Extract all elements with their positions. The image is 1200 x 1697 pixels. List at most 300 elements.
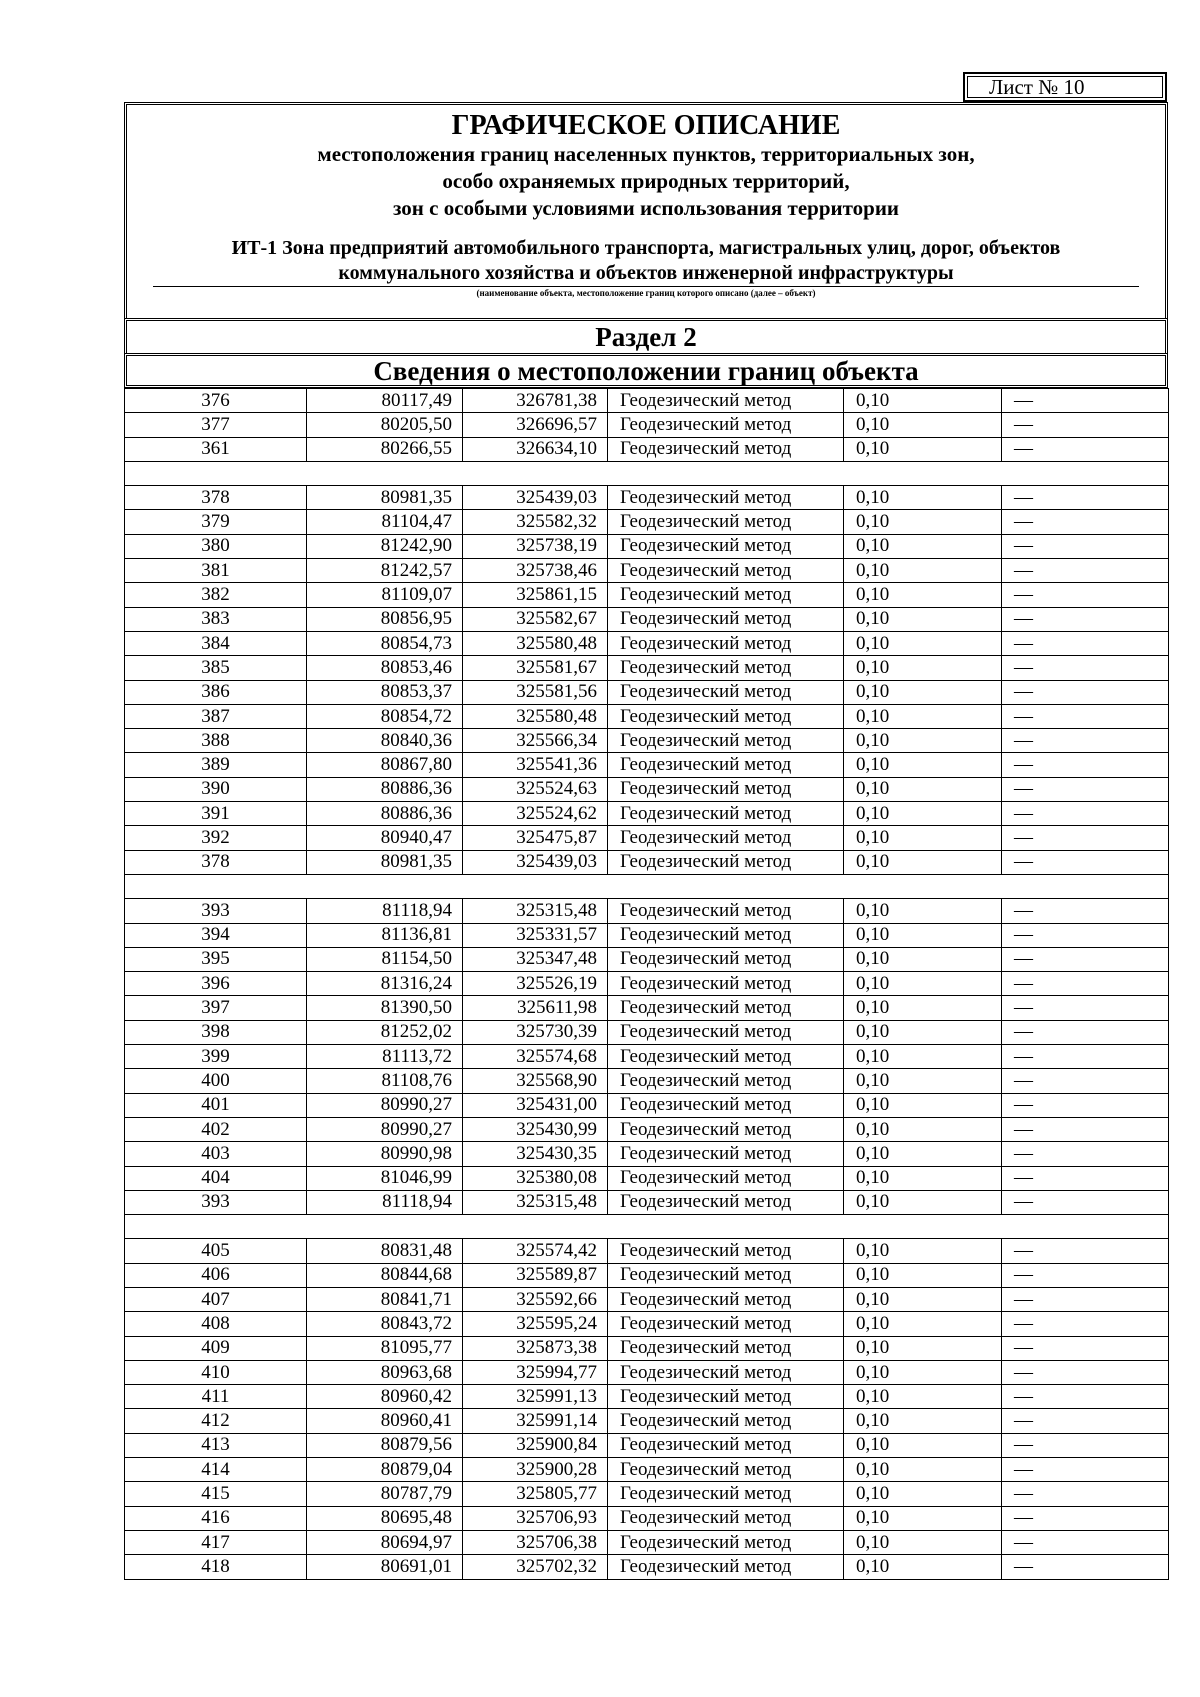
point-number-cell: 382 <box>125 583 307 607</box>
table-row <box>125 1093 1169 1117</box>
method-cell: Геодезический метод <box>608 729 844 753</box>
accuracy-cell: 0,10 <box>844 753 1002 777</box>
description-cell: — <box>1002 1458 1169 1482</box>
accuracy-cell: 0,10 <box>844 1530 1002 1554</box>
method-cell: Геодезический метод <box>608 631 844 655</box>
table-row <box>125 1360 1169 1384</box>
y-coordinate-cell: 325873,38 <box>463 1336 608 1360</box>
point-number-cell: 402 <box>125 1117 307 1141</box>
accuracy-cell: 0,10 <box>844 1020 1002 1044</box>
y-coordinate-cell: 325574,68 <box>463 1045 608 1069</box>
description-cell: — <box>1002 583 1169 607</box>
method-cell: Геодезический метод <box>608 510 844 534</box>
accuracy-cell: 0,10 <box>844 1166 1002 1190</box>
accuracy-cell: 0,10 <box>844 437 1002 461</box>
table-row <box>125 559 1169 583</box>
table-row <box>125 704 1169 728</box>
x-coordinate-cell: 80853,46 <box>307 656 463 680</box>
x-coordinate-cell: 81113,72 <box>307 1045 463 1069</box>
accuracy-cell: 0,10 <box>844 1312 1002 1336</box>
description-cell: — <box>1002 1093 1169 1117</box>
x-coordinate-cell: 80205,50 <box>307 413 463 437</box>
point-number-cell: 418 <box>125 1555 307 1579</box>
table-row <box>125 680 1169 704</box>
point-number-cell: 394 <box>125 923 307 947</box>
table-row <box>125 1166 1169 1190</box>
point-number-cell: 387 <box>125 704 307 728</box>
y-coordinate-cell: 325738,46 <box>463 559 608 583</box>
description-cell: — <box>1002 826 1169 850</box>
x-coordinate-cell: 81154,50 <box>307 947 463 971</box>
table-row <box>125 1458 1169 1482</box>
description-cell: — <box>1002 1287 1169 1311</box>
accuracy-cell: 0,10 <box>844 1239 1002 1263</box>
point-number-cell: 378 <box>125 486 307 510</box>
table-row <box>125 1069 1169 1093</box>
y-coordinate-cell: 325574,42 <box>463 1239 608 1263</box>
method-cell: Геодезический метод <box>608 1360 844 1384</box>
description-cell: — <box>1002 1336 1169 1360</box>
object-caption: (наименование объекта, местоположение границ которого описано (далее – объект) <box>476 288 816 298</box>
method-cell: Геодезический метод <box>608 437 844 461</box>
accuracy-cell: 0,10 <box>844 486 1002 510</box>
description-cell: — <box>1002 1190 1169 1214</box>
x-coordinate-cell: 80695,48 <box>307 1506 463 1530</box>
object-name-line-1: ИТ-1 Зона предприятий автомобильного транспорта, магистральных улиц, дорог, объектов <box>231 237 1061 259</box>
description-cell: — <box>1002 972 1169 996</box>
table-row <box>125 1020 1169 1044</box>
y-coordinate-cell: 325582,67 <box>463 607 608 631</box>
x-coordinate-cell: 81046,99 <box>307 1166 463 1190</box>
method-cell: Геодезический метод <box>608 656 844 680</box>
table-row <box>125 607 1169 631</box>
x-coordinate-cell: 81252,02 <box>307 1020 463 1044</box>
method-cell: Геодезический метод <box>608 1166 844 1190</box>
accuracy-cell: 0,10 <box>844 680 1002 704</box>
y-coordinate-cell: 325861,15 <box>463 583 608 607</box>
table-row <box>125 1555 1169 1579</box>
x-coordinate-cell: 80867,80 <box>307 753 463 777</box>
x-coordinate-cell: 81242,57 <box>307 559 463 583</box>
sheet-number-label: Лист № 10 <box>963 72 1167 102</box>
x-coordinate-cell: 80886,36 <box>307 777 463 801</box>
point-number-cell: 377 <box>125 413 307 437</box>
description-cell: — <box>1002 1142 1169 1166</box>
table-row <box>125 753 1169 777</box>
section-title: Раздел 2 <box>124 318 1168 353</box>
point-number-cell: 411 <box>125 1385 307 1409</box>
x-coordinate-cell: 80990,27 <box>307 1093 463 1117</box>
x-coordinate-cell: 81118,94 <box>307 1190 463 1214</box>
table-row <box>125 389 1169 413</box>
x-coordinate-cell: 80841,71 <box>307 1287 463 1311</box>
accuracy-cell: 0,10 <box>844 1190 1002 1214</box>
x-coordinate-cell: 80981,35 <box>307 486 463 510</box>
method-cell: Геодезический метод <box>608 704 844 728</box>
table-row <box>125 777 1169 801</box>
y-coordinate-cell: 325524,63 <box>463 777 608 801</box>
point-number-cell: 410 <box>125 1360 307 1384</box>
table-row <box>125 413 1169 437</box>
y-coordinate-cell: 326634,10 <box>463 437 608 461</box>
x-coordinate-cell: 80990,27 <box>307 1117 463 1141</box>
separator-row <box>125 874 1169 898</box>
table-row <box>125 510 1169 534</box>
y-coordinate-cell: 325526,19 <box>463 972 608 996</box>
accuracy-cell: 0,10 <box>844 583 1002 607</box>
x-coordinate-cell: 80990,98 <box>307 1142 463 1166</box>
x-coordinate-cell: 81109,07 <box>307 583 463 607</box>
document-header <box>124 102 1168 318</box>
method-cell: Геодезический метод <box>608 899 844 923</box>
point-number-cell: 397 <box>125 996 307 1020</box>
point-number-cell: 403 <box>125 1142 307 1166</box>
description-cell: — <box>1002 704 1169 728</box>
point-number-cell: 401 <box>125 1093 307 1117</box>
method-cell: Геодезический метод <box>608 1287 844 1311</box>
description-cell: — <box>1002 607 1169 631</box>
point-number-cell: 395 <box>125 947 307 971</box>
description-cell: — <box>1002 1385 1169 1409</box>
description-cell: — <box>1002 729 1169 753</box>
point-number-cell: 409 <box>125 1336 307 1360</box>
section-subtitle: Сведения о местоположении границ объекта <box>124 353 1168 388</box>
y-coordinate-cell: 325315,48 <box>463 1190 608 1214</box>
table-row <box>125 1409 1169 1433</box>
y-coordinate-cell: 325706,38 <box>463 1530 608 1554</box>
accuracy-cell: 0,10 <box>844 1482 1002 1506</box>
point-number-cell: 384 <box>125 631 307 655</box>
accuracy-cell: 0,10 <box>844 631 1002 655</box>
point-number-cell: 391 <box>125 802 307 826</box>
accuracy-cell: 0,10 <box>844 1385 1002 1409</box>
point-number-cell: 398 <box>125 1020 307 1044</box>
table-row <box>125 534 1169 558</box>
y-coordinate-cell: 325315,48 <box>463 899 608 923</box>
method-cell: Геодезический метод <box>608 1069 844 1093</box>
subtitle-line-3: зон с особыми условиями использования территории <box>392 196 900 220</box>
point-number-cell: 407 <box>125 1287 307 1311</box>
point-number-cell: 393 <box>125 899 307 923</box>
subtitle-line-2: особо охраняемых природных территорий, <box>442 169 850 193</box>
accuracy-cell: 0,10 <box>844 729 1002 753</box>
x-coordinate-cell: 80843,72 <box>307 1312 463 1336</box>
x-coordinate-cell: 80960,41 <box>307 1409 463 1433</box>
method-cell: Геодезический метод <box>608 1336 844 1360</box>
table-row <box>125 923 1169 947</box>
accuracy-cell: 0,10 <box>844 1360 1002 1384</box>
description-cell: — <box>1002 1360 1169 1384</box>
y-coordinate-cell: 325581,67 <box>463 656 608 680</box>
point-number-cell: 361 <box>125 437 307 461</box>
method-cell: Геодезический метод <box>608 534 844 558</box>
x-coordinate-cell: 80960,42 <box>307 1385 463 1409</box>
description-cell: — <box>1002 996 1169 1020</box>
accuracy-cell: 0,10 <box>844 826 1002 850</box>
separator-cell <box>125 461 1169 485</box>
x-coordinate-cell: 80840,36 <box>307 729 463 753</box>
method-cell: Геодезический метод <box>608 1020 844 1044</box>
description-cell: — <box>1002 1482 1169 1506</box>
description-cell: — <box>1002 777 1169 801</box>
table-row <box>125 1190 1169 1214</box>
method-cell: Геодезический метод <box>608 972 844 996</box>
description-cell: — <box>1002 802 1169 826</box>
method-cell: Геодезический метод <box>608 1506 844 1530</box>
point-number-cell: 386 <box>125 680 307 704</box>
y-coordinate-cell: 325991,13 <box>463 1385 608 1409</box>
x-coordinate-cell: 80831,48 <box>307 1239 463 1263</box>
coordinates-table <box>124 388 1169 1580</box>
accuracy-cell: 0,10 <box>844 1117 1002 1141</box>
method-cell: Геодезический метод <box>608 1142 844 1166</box>
point-number-cell: 378 <box>125 850 307 874</box>
table-row <box>125 729 1169 753</box>
x-coordinate-cell: 81390,50 <box>307 996 463 1020</box>
method-cell: Геодезический метод <box>608 996 844 1020</box>
y-coordinate-cell: 325475,87 <box>463 826 608 850</box>
method-cell: Геодезический метод <box>608 753 844 777</box>
table-row <box>125 996 1169 1020</box>
point-number-cell: 413 <box>125 1433 307 1457</box>
x-coordinate-cell: 80854,72 <box>307 704 463 728</box>
description-cell: — <box>1002 510 1169 534</box>
table-row <box>125 947 1169 971</box>
x-coordinate-cell: 80963,68 <box>307 1360 463 1384</box>
table-row <box>125 1263 1169 1287</box>
method-cell: Геодезический метод <box>608 1433 844 1457</box>
description-cell: — <box>1002 1409 1169 1433</box>
accuracy-cell: 0,10 <box>844 1287 1002 1311</box>
accuracy-cell: 0,10 <box>844 1506 1002 1530</box>
accuracy-cell: 0,10 <box>844 1555 1002 1579</box>
y-coordinate-cell: 325430,99 <box>463 1117 608 1141</box>
accuracy-cell: 0,10 <box>844 1045 1002 1069</box>
accuracy-cell: 0,10 <box>844 1409 1002 1433</box>
separator-cell <box>125 874 1169 898</box>
accuracy-cell: 0,10 <box>844 656 1002 680</box>
y-coordinate-cell: 325380,08 <box>463 1166 608 1190</box>
point-number-cell: 400 <box>125 1069 307 1093</box>
description-cell: — <box>1002 1506 1169 1530</box>
description-cell: — <box>1002 1555 1169 1579</box>
description-cell: — <box>1002 1433 1169 1457</box>
table-row <box>125 850 1169 874</box>
y-coordinate-cell: 325431,00 <box>463 1093 608 1117</box>
accuracy-cell: 0,10 <box>844 1336 1002 1360</box>
point-number-cell: 385 <box>125 656 307 680</box>
separator-row <box>125 461 1169 485</box>
method-cell: Геодезический метод <box>608 1117 844 1141</box>
x-coordinate-cell: 80886,36 <box>307 802 463 826</box>
accuracy-cell: 0,10 <box>844 413 1002 437</box>
table-row <box>125 1045 1169 1069</box>
method-cell: Геодезический метод <box>608 1530 844 1554</box>
x-coordinate-cell: 80853,37 <box>307 680 463 704</box>
accuracy-cell: 0,10 <box>844 1458 1002 1482</box>
method-cell: Геодезический метод <box>608 413 844 437</box>
table-row <box>125 631 1169 655</box>
accuracy-cell: 0,10 <box>844 510 1002 534</box>
object-name-line-2: коммунального хозяйства и объектов инженерной инфраструктуры <box>153 261 1139 287</box>
x-coordinate-cell: 80856,95 <box>307 607 463 631</box>
description-cell: — <box>1002 389 1169 413</box>
y-coordinate-cell: 325541,36 <box>463 753 608 777</box>
accuracy-cell: 0,10 <box>844 1263 1002 1287</box>
y-coordinate-cell: 325592,66 <box>463 1287 608 1311</box>
table-row <box>125 437 1169 461</box>
x-coordinate-cell: 80854,73 <box>307 631 463 655</box>
table-row <box>125 1336 1169 1360</box>
method-cell: Геодезический метод <box>608 1263 844 1287</box>
point-number-cell: 399 <box>125 1045 307 1069</box>
method-cell: Геодезический метод <box>608 850 844 874</box>
method-cell: Геодезический метод <box>608 1045 844 1069</box>
description-cell: — <box>1002 559 1169 583</box>
table-row <box>125 1433 1169 1457</box>
method-cell: Геодезический метод <box>608 923 844 947</box>
method-cell: Геодезический метод <box>608 607 844 631</box>
accuracy-cell: 0,10 <box>844 1433 1002 1457</box>
y-coordinate-cell: 325706,93 <box>463 1506 608 1530</box>
y-coordinate-cell: 325439,03 <box>463 486 608 510</box>
accuracy-cell: 0,10 <box>844 607 1002 631</box>
y-coordinate-cell: 325994,77 <box>463 1360 608 1384</box>
y-coordinate-cell: 325439,03 <box>463 850 608 874</box>
x-coordinate-cell: 80879,56 <box>307 1433 463 1457</box>
subtitle-line-1: местоположения границ населенных пунктов, территориальных зон, <box>317 142 975 166</box>
point-number-cell: 376 <box>125 389 307 413</box>
description-cell: — <box>1002 1239 1169 1263</box>
point-number-cell: 415 <box>125 1482 307 1506</box>
method-cell: Геодезический метод <box>608 1312 844 1336</box>
accuracy-cell: 0,10 <box>844 1069 1002 1093</box>
table-row <box>125 1530 1169 1554</box>
y-coordinate-cell: 325991,14 <box>463 1409 608 1433</box>
accuracy-cell: 0,10 <box>844 777 1002 801</box>
x-coordinate-cell: 80787,79 <box>307 1482 463 1506</box>
point-number-cell: 393 <box>125 1190 307 1214</box>
accuracy-cell: 0,10 <box>844 704 1002 728</box>
table-row <box>125 1385 1169 1409</box>
method-cell: Геодезический метод <box>608 826 844 850</box>
method-cell: Геодезический метод <box>608 1385 844 1409</box>
method-cell: Геодезический метод <box>608 1555 844 1579</box>
x-coordinate-cell: 80844,68 <box>307 1263 463 1287</box>
point-number-cell: 405 <box>125 1239 307 1263</box>
description-cell: — <box>1002 947 1169 971</box>
description-cell: — <box>1002 656 1169 680</box>
description-cell: — <box>1002 1117 1169 1141</box>
description-cell: — <box>1002 753 1169 777</box>
y-coordinate-cell: 325568,90 <box>463 1069 608 1093</box>
accuracy-cell: 0,10 <box>844 947 1002 971</box>
x-coordinate-cell: 80691,01 <box>307 1555 463 1579</box>
method-cell: Геодезический метод <box>608 389 844 413</box>
y-coordinate-cell: 325347,48 <box>463 947 608 971</box>
point-number-cell: 414 <box>125 1458 307 1482</box>
table-row <box>125 802 1169 826</box>
accuracy-cell: 0,10 <box>844 996 1002 1020</box>
x-coordinate-cell: 81316,24 <box>307 972 463 996</box>
point-number-cell: 381 <box>125 559 307 583</box>
table-row <box>125 583 1169 607</box>
accuracy-cell: 0,10 <box>844 1142 1002 1166</box>
method-cell: Геодезический метод <box>608 1458 844 1482</box>
y-coordinate-cell: 325900,84 <box>463 1433 608 1457</box>
y-coordinate-cell: 325730,39 <box>463 1020 608 1044</box>
description-cell: — <box>1002 534 1169 558</box>
point-number-cell: 408 <box>125 1312 307 1336</box>
y-coordinate-cell: 325900,28 <box>463 1458 608 1482</box>
table-row <box>125 1142 1169 1166</box>
description-cell: — <box>1002 631 1169 655</box>
point-number-cell: 412 <box>125 1409 307 1433</box>
y-coordinate-cell: 325581,56 <box>463 680 608 704</box>
table-row <box>125 1312 1169 1336</box>
table-row <box>125 1239 1169 1263</box>
y-coordinate-cell: 325430,35 <box>463 1142 608 1166</box>
point-number-cell: 388 <box>125 729 307 753</box>
document-frame <box>124 102 1168 1580</box>
accuracy-cell: 0,10 <box>844 534 1002 558</box>
point-number-cell: 380 <box>125 534 307 558</box>
point-number-cell: 417 <box>125 1530 307 1554</box>
separator-row <box>125 1215 1169 1239</box>
x-coordinate-cell: 81095,77 <box>307 1336 463 1360</box>
table-row <box>125 1482 1169 1506</box>
accuracy-cell: 0,10 <box>844 802 1002 826</box>
y-coordinate-cell: 325589,87 <box>463 1263 608 1287</box>
y-coordinate-cell: 325595,24 <box>463 1312 608 1336</box>
x-coordinate-cell: 80117,49 <box>307 389 463 413</box>
y-coordinate-cell: 325805,77 <box>463 1482 608 1506</box>
description-cell: — <box>1002 1069 1169 1093</box>
y-coordinate-cell: 325702,32 <box>463 1555 608 1579</box>
x-coordinate-cell: 80981,35 <box>307 850 463 874</box>
point-number-cell: 406 <box>125 1263 307 1287</box>
description-cell: — <box>1002 1166 1169 1190</box>
y-coordinate-cell: 325331,57 <box>463 923 608 947</box>
x-coordinate-cell: 81136,81 <box>307 923 463 947</box>
x-coordinate-cell: 81118,94 <box>307 899 463 923</box>
description-cell: — <box>1002 486 1169 510</box>
point-number-cell: 416 <box>125 1506 307 1530</box>
x-coordinate-cell: 81108,76 <box>307 1069 463 1093</box>
method-cell: Геодезический метод <box>608 583 844 607</box>
y-coordinate-cell: 326781,38 <box>463 389 608 413</box>
y-coordinate-cell: 325580,48 <box>463 704 608 728</box>
y-coordinate-cell: 325580,48 <box>463 631 608 655</box>
y-coordinate-cell: 326696,57 <box>463 413 608 437</box>
description-cell: — <box>1002 1263 1169 1287</box>
description-cell: — <box>1002 680 1169 704</box>
table-row <box>125 1287 1169 1311</box>
y-coordinate-cell: 325611,98 <box>463 996 608 1020</box>
point-number-cell: 379 <box>125 510 307 534</box>
method-cell: Геодезический метод <box>608 1409 844 1433</box>
accuracy-cell: 0,10 <box>844 1093 1002 1117</box>
method-cell: Геодезический метод <box>608 1093 844 1117</box>
table-row <box>125 972 1169 996</box>
x-coordinate-cell: 80266,55 <box>307 437 463 461</box>
table-row <box>125 486 1169 510</box>
table-row <box>125 899 1169 923</box>
method-cell: Геодезический метод <box>608 486 844 510</box>
description-cell: — <box>1002 1020 1169 1044</box>
accuracy-cell: 0,10 <box>844 850 1002 874</box>
point-number-cell: 404 <box>125 1166 307 1190</box>
